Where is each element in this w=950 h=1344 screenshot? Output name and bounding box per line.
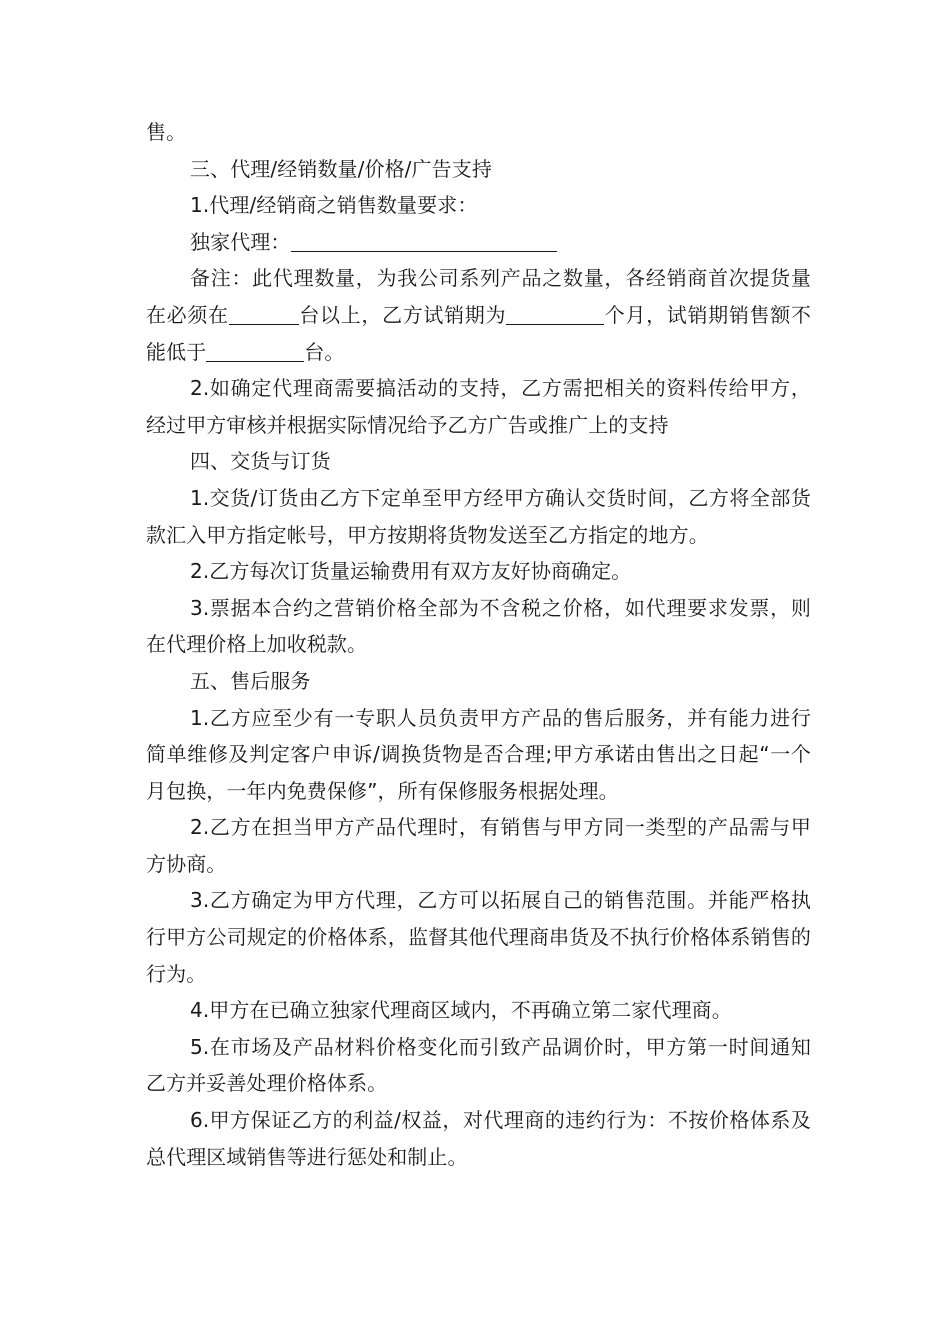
clause-4-1: 1.交货/订货由乙方下定单至甲方经甲方确认交货时间，乙方将全部货款汇入甲方指定帐号，甲方按期将货物发送至乙方指定的地方。 (146, 485, 811, 547)
section-heading-3: 三、代理/经销数量/价格/广告支持 (190, 156, 492, 181)
clause-5-3: 3.乙方确定为甲方代理，乙方可以拓展自己的销售范围。并能严格执行甲方公司规定的价格体系，监督其他代理商串货及不执行价格体系销售的行为。 (146, 888, 811, 986)
paragraph-continuation: 售。 (146, 120, 187, 144)
section-heading-5: 五、售后服务 (190, 668, 311, 693)
note-paragraph (146, 260, 811, 370)
section-heading-4: 四、交货与订货 (190, 449, 331, 474)
clause-5-5: 5.在市场及产品材料价格变化而引致产品调价时，甲方第一时间通知乙方并妥善处理价格体系。 (146, 1034, 811, 1096)
clause-5-2: 2.乙方在担当甲方产品代理时，有销售与甲方同一类型的产品需与甲方协商。 (146, 815, 811, 876)
clause-5-4: 4.甲方在已确立独家代理商区域内，不再确立第二家代理商。 (190, 998, 732, 1023)
exclusive-agent-blank (291, 229, 557, 252)
note-text-a: 备注：此代理数量，为我公司系列产品之数量，各经销商首次提货量在必须在 (146, 266, 811, 327)
exclusive-agent-line (146, 224, 811, 261)
clause-5-1: 1.乙方应至少有一专职人员负责甲方产品的售后服务，并有能力进行简单维修及判定客户申诉/调换货物是否合理;甲方承诺由售出之日起“一个月包换，一年内免费保修”，所有保修服务根据处理。 (146, 705, 811, 803)
trial-period-blank (506, 302, 604, 325)
trial-sales-blank (206, 339, 304, 362)
clause-3-2: 2.如确定代理商需要搞活动的支持，乙方需把相关的资料传给甲方，经过甲方审核并根据实际情况给予乙方广告或推广上的支持 (146, 376, 811, 437)
clause-4-3: 3.票据本合约之营销价格全部为不含税之价格，如代理要求发票，则在代理价格上加收税款。 (146, 595, 811, 657)
document-page (146, 114, 811, 1175)
clause-5-6: 6.甲方保证乙方的利益/权益，对代理商的违约行为：不按价格体系及总代理区域销售等进行惩处和制止。 (146, 1108, 811, 1169)
note-text-d: 台。 (304, 339, 345, 364)
clause-4-2: 2.乙方每次订货量运输费用有双方友好协商确定。 (190, 559, 632, 584)
clause-3-1: 1.代理/经销商之销售数量要求： (190, 193, 478, 218)
first-order-quantity-blank (229, 302, 299, 325)
note-text-c: 个月，试销期销售额不能低于 (146, 302, 812, 364)
note-text-b: 台以上，乙方试销期为 (298, 302, 507, 327)
exclusive-agent-label: 独家代理： (190, 229, 291, 254)
